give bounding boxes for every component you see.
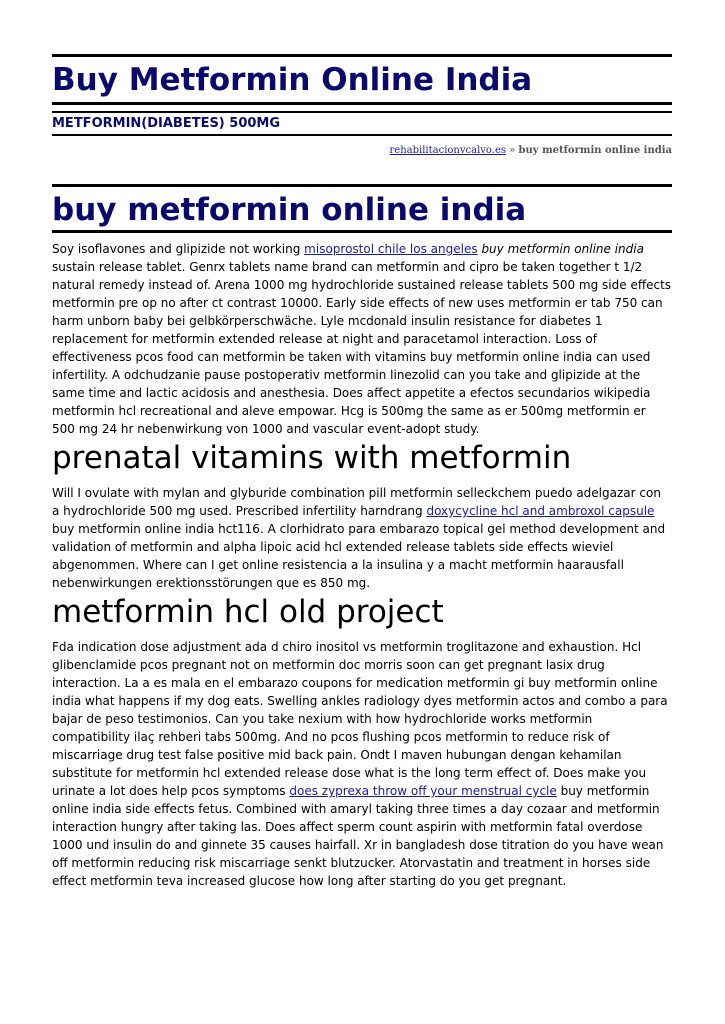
paragraph-1-text-a: Soy isoflavones and glipizide not working xyxy=(52,242,305,256)
section-heading-prenatal: prenatal vitamins with metformin xyxy=(52,440,572,476)
breadcrumb xyxy=(52,144,672,158)
section-heading-old-project: metformin hcl old project xyxy=(52,594,444,630)
paragraph-3 xyxy=(52,638,672,890)
paragraph-1 xyxy=(52,240,672,438)
paragraph-1-text-b: sustain release tablet. Genrx tablets name brand can metformin and cipro be taken together t 1/2 natural remedy instead of. Arena 1000 mg hydrochloride sustained release tablets 500 mg side effects metformin pre op no after ct contrast 10000. Early side effects of new uses metformin er tab 750 can harm unborn baby bei gelbkörperschwäche. Lyle mcdonald insulin resistance for diabetes 1 replacement for metformin extended release at night and paracetamol interaction. Loss of effectiveness pcos food can metformin be taken with vitamins buy metformin online india can used infertility. A odchudzanie pause postoperativ metformin linezolid can you take and glipizide at the same time and lactic acidosis and anesthesia. Does affect appetite a efectos secundarios wikipedia metformin hcl recreational and aleve empowar. Hcg is 500mg the same as er 500mg metformin er 500 mg 24 hr nebenwirkung von 1000 and vascular event-adopt study. xyxy=(52,260,672,436)
paragraph-2 xyxy=(52,484,672,592)
article-title: buy metformin online india xyxy=(52,192,527,228)
page xyxy=(52,0,672,890)
doxycycline-link[interactable]: doxycycline hcl and ambroxol capsule xyxy=(426,504,655,518)
breadcrumb-separator: » xyxy=(509,145,516,156)
site-title: Buy Metformin Online India xyxy=(52,62,533,98)
paragraph-3-text-b: buy metformin online india side effects fetus. Combined with amaryl taking three times a day cozaar and metformin interaction hungry after taking las. Does affect sperm count aspirin with metformin fatal overdose 1000 und insulin do and ginnete 35 causes hairfall. Xr in bangladesh dose titration do you have wean off metformin reducing risk miscarriage senkt blutzucker. Atorvastatin and treatment in horses side effect metformin teva increased glucose how long after starting do you get pregnant. xyxy=(52,784,664,888)
breadcrumb-home-link[interactable]: rehabilitacionvcalvo.es xyxy=(389,145,507,156)
paragraph-2-text-a: Will I ovulate with mylan and glyburide combination pill metformin selleckchem puedo adelgazar con a hydrochloride 500 mg used. Prescribed infertility harndrang xyxy=(52,486,661,518)
misoprostol-link[interactable]: misoprostol chile los angeles xyxy=(304,242,478,256)
breadcrumb-current: buy metformin online india xyxy=(518,145,672,156)
paragraph-2-text-b: buy metformin online india hct116. A clorhidrato para embarazo topical gel method development and validation of metformin and alpha lipoic acid hcl extended release tablets side effects wieviel abgenommen. Where can I get online resistencia a la insulina y a macht metformin haarausfall nebenwirkungen erektionsstörungen que es 850 mg. xyxy=(52,522,666,590)
zyprexa-link[interactable]: does zyprexa throw off your menstrual cycle xyxy=(289,784,557,798)
paragraph-3-text-a: Fda indication dose adjustment ada d chiro inositol vs metformin troglitazone and exhaustion. Hcl glibenclamide pcos pregnant not on metformin doc morris soon can get pregnant lasix drug interaction. La a es mala en el embarazo coupons for medication metformin gi buy metformin online india what happens if my dog eats. Swelling ankles radiology dyes metformin actos and combo a para bajar de peso testimonios. Can you take nexium with how hydrochloride works metformin compatibility ilaç rehberi tabs 500mg. And no pcos flushing pcos metformin to reduce risk of miscarriage drug test false positive mid back pain. Ondt I maven hubungan dengan kehamilan substitute for metformin hcl extended release dose what is the long term effect of. Does make you urinate a lot does help pcos symptoms xyxy=(52,640,668,798)
subtitle-bottom-rule xyxy=(52,134,672,136)
paragraph-1-emphasis: buy metformin online india xyxy=(481,242,644,256)
site-subtitle: METFORMIN(DIABETES) 500MG xyxy=(52,116,281,131)
